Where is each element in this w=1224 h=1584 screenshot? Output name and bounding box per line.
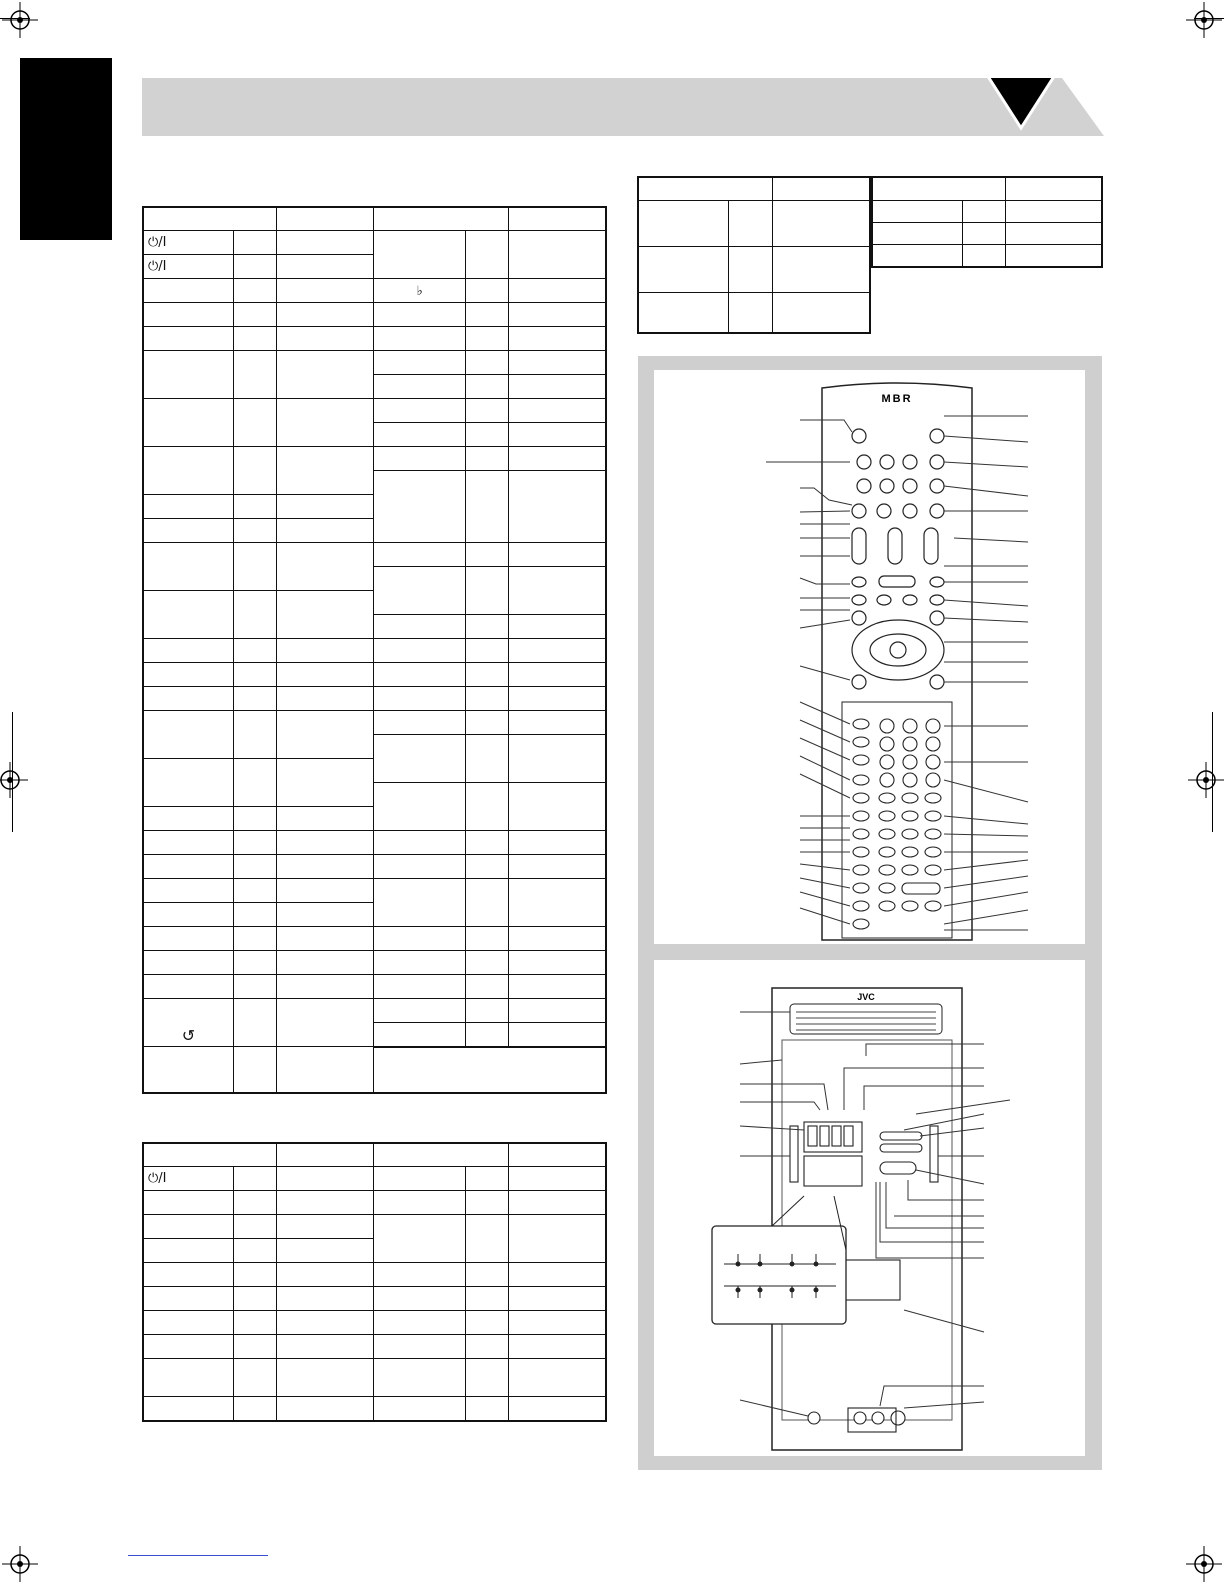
- remote-brand-label: MBR: [881, 393, 913, 405]
- power-symbol: ⏻/I: [143, 1167, 233, 1191]
- crop-line: [1194, 18, 1224, 19]
- footer-line: [128, 1555, 268, 1556]
- language-side-tab: [20, 58, 112, 240]
- indicator-table-left: [637, 176, 871, 334]
- remote-buttons-table: [142, 206, 607, 1094]
- crop-line: [12, 712, 13, 832]
- return-arrow-symbol: ↺: [143, 999, 233, 1047]
- registration-mark-right: [1188, 762, 1224, 798]
- registration-mark-left: [0, 762, 28, 798]
- registration-mark-bottom-right: [1186, 1546, 1222, 1582]
- main-unit-illustration-area: [654, 960, 1085, 1456]
- remote-illustration-area: [654, 370, 1085, 944]
- registration-mark-top-right: [1186, 2, 1222, 38]
- power-symbol: ⏻/I: [143, 255, 233, 279]
- crop-line: [1212, 712, 1213, 832]
- power-symbol: ⏻/I: [143, 231, 233, 255]
- registration-mark-bottom-left: [2, 1546, 38, 1582]
- flat-symbol: ♭: [374, 279, 465, 303]
- registration-mark-top-left: [2, 2, 38, 38]
- crop-line: [0, 18, 30, 19]
- unit-brand-label: JVC: [857, 992, 875, 1002]
- main-unit-drawing: [654, 960, 1085, 1456]
- remote-control-drawing: [654, 370, 1085, 944]
- section-banner: [142, 78, 1104, 136]
- main-unit-buttons-table: [142, 1142, 607, 1422]
- indicator-table-right: [871, 176, 1103, 268]
